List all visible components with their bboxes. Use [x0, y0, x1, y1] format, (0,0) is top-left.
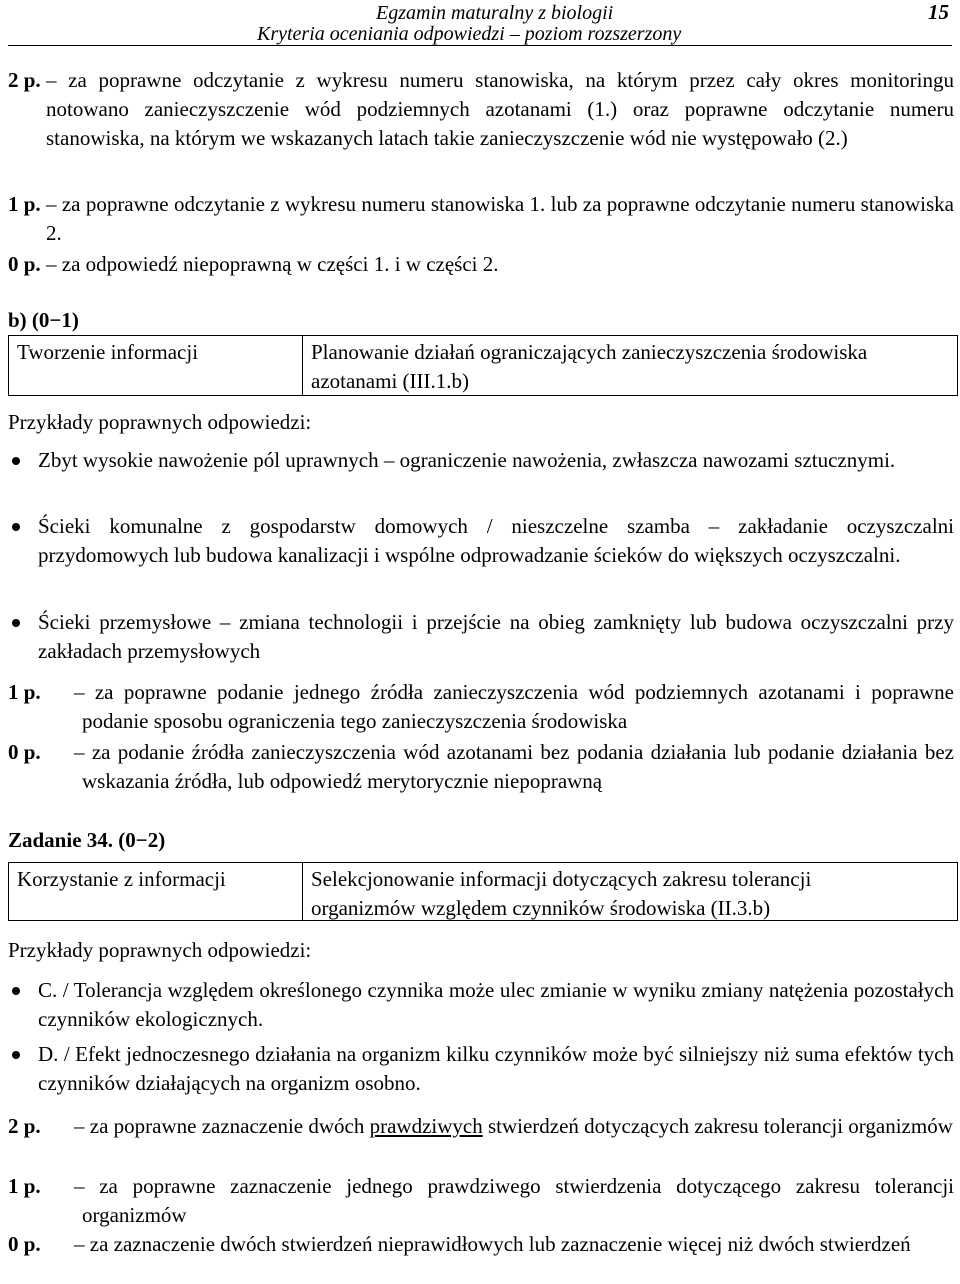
- score-text: [74, 1112, 954, 1141]
- example-answer: C. / Tolerancja względem określonego czynnika może ulec zmianie w wyniku zmiany natężenia pozostałych czynników ekologicznych.: [38, 978, 954, 1031]
- task-heading: Zadanie 34. (0−2): [8, 828, 166, 852]
- bullet-icon: [8, 1040, 26, 1069]
- bullet-icon: [8, 976, 26, 1005]
- score-text: – za podanie źródła zanieczyszczenia wód azotanami bez podania działania lub podanie działania bez wskazania źródła, lub odpowiedź merytorycznie niepoprawną: [74, 740, 954, 793]
- score-label: 0 p.: [8, 252, 41, 276]
- score-text: – za poprawne odczytanie z wykresu numeru stanowiska, na którym przez cały okres monitoringu notowano zanieczyszczenie wód podziemnych azotanami (1.) oraz poprawne odczytanie numeru stanowiska, na którym we wskazanych latach takie zanieczyszczenie wód nie występowało (2.): [46, 68, 954, 150]
- score-text-pre: – za poprawne zaznaczenie dwóch: [74, 1114, 370, 1138]
- bullet-icon: [8, 608, 26, 637]
- box-divider: [302, 336, 303, 395]
- score-text: – za poprawne zaznaczenie jednego prawdziwego stwierdzenia dotyczącego zakresu tolerancji organizmów: [74, 1174, 954, 1227]
- requirement-box: [8, 862, 958, 921]
- score-label: 1 p.: [8, 192, 41, 216]
- score-label: 2 p.: [8, 1114, 41, 1138]
- score-text: – za zaznaczenie dwóch stwierdzeń nieprawidłowych lub zaznaczenie więcej niż dwóch stwierdzeń: [74, 1232, 911, 1256]
- score-label: 1 p.: [8, 680, 41, 704]
- examples-heading: Przykłady poprawnych odpowiedzi:: [8, 410, 312, 434]
- page-number: 15: [928, 0, 949, 24]
- page-header: [0, 0, 960, 46]
- bullet-icon: [8, 512, 26, 541]
- skill-requirement: Planowanie działań ograniczających zanieczyszczenia środowiska azotanami (III.1.b): [311, 340, 868, 393]
- score-text-post: stwierdzeń dotyczących zakresu tolerancji organizmów: [482, 1114, 953, 1138]
- score-label: 2 p.: [8, 68, 41, 92]
- score-label: 1 p.: [8, 1174, 41, 1198]
- skill-area: Tworzenie informacji: [17, 340, 199, 364]
- skill-area: Korzystanie z informacji: [17, 867, 226, 891]
- box-divider: [302, 863, 303, 920]
- example-answer: Ścieki przemysłowe – zmiana technologii i przejście na obieg zamknięty lub budowa oczyszczalni przy zakładach przemysłowych: [38, 610, 954, 663]
- examples-heading: Przykłady poprawnych odpowiedzi:: [8, 938, 312, 962]
- section-b-heading: b) (0−1): [8, 308, 79, 332]
- header-divider: [8, 45, 952, 46]
- requirement-box: [8, 335, 958, 396]
- score-text: – za poprawne podanie jednego źródła zanieczyszczenia wód podziemnych azotanami i poprawne podanie sposobu ograniczenia tego zanieczyszczenia środowiska: [74, 680, 954, 733]
- bullet-icon: [8, 446, 26, 475]
- underlined-word: prawdziwych: [369, 1114, 483, 1138]
- example-answer: Ścieki komunalne z gospodarstw domowych / nieszczelne szamba – zakładanie oczyszczalni przydomowych lub budowa kanalizacji i wspólne odprowadzanie ścieków do większych oczyszczalni.: [38, 514, 954, 567]
- score-label: 0 p.: [8, 1232, 41, 1256]
- score-text: – za odpowiedź niepoprawną w części 1. i w części 2.: [46, 252, 499, 276]
- exam-title: Egzamin maturalny z biologii: [376, 2, 614, 24]
- example-answer: Zbyt wysokie nawożenie pól uprawnych – ograniczenie nawożenia, zwłaszcza nawozami sztucznymi.: [38, 448, 896, 472]
- score-label: 0 p.: [8, 740, 41, 764]
- score-text: – za poprawne odczytanie z wykresu numeru stanowiska 1. lub za poprawne odczytanie numeru stanowiska 2.: [46, 192, 954, 245]
- exam-subtitle: Kryteria oceniania odpowiedzi – poziom rozszerzony: [257, 23, 682, 45]
- example-answer: D. / Efekt jednoczesnego działania na organizm kilku czynników może być silniejszy niż suma efektów tych czynników działających na organizm osobno.: [38, 1042, 954, 1095]
- skill-requirement: Selekcjonowanie informacji dotyczących zakresu tolerancji organizmów względem czynników środowiska (II.3.b): [311, 867, 812, 920]
